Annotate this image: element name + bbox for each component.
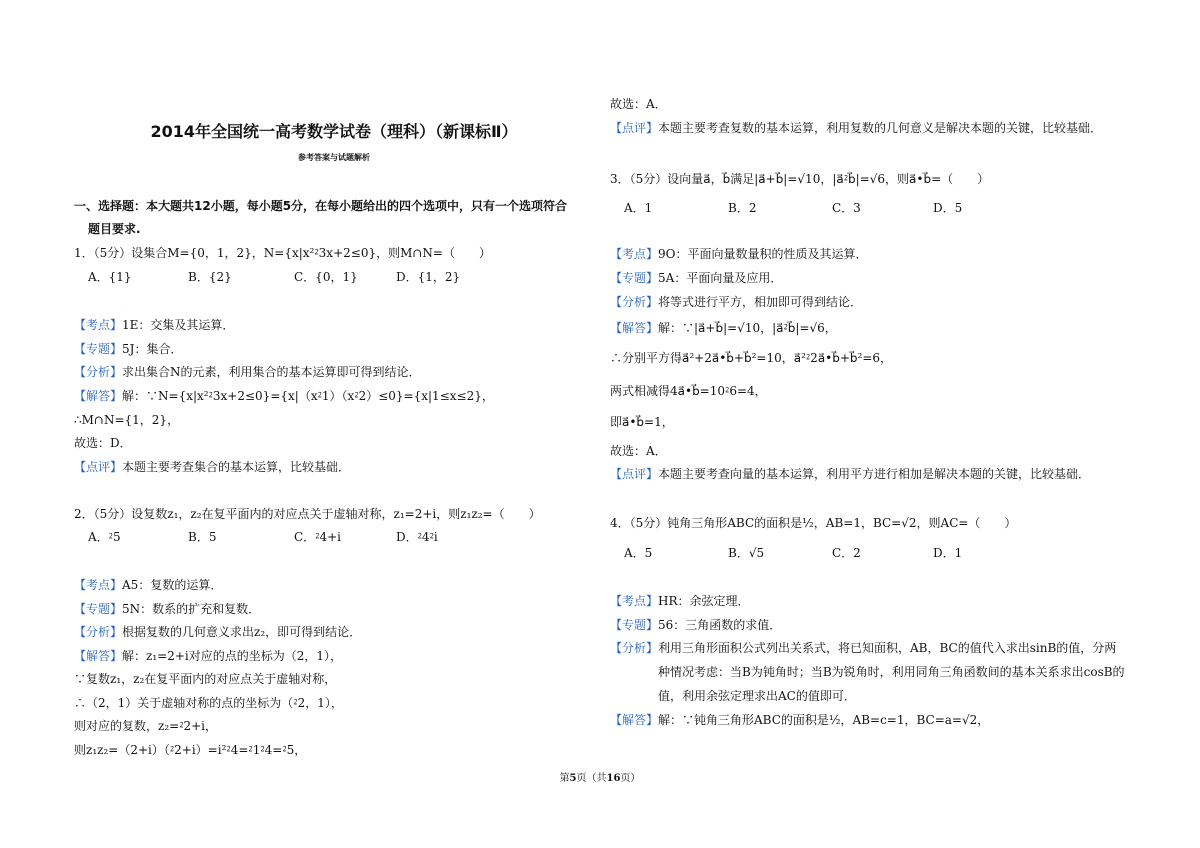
q2-option-c: C．⁲4+i xyxy=(294,530,342,544)
q4-fenxi-line2: 种情况考虑：当B为钝角时；当B为锐角时，利用同角三角函数间的基本关系求出cosB的 xyxy=(658,665,1125,679)
section-heading: 一、选择题：本大题共12小题，每小题5分，在每小题给出的四个选项中，只有一个选项符合 xyxy=(74,199,568,213)
q4-jieda-text: 解：∵钝角三角形ABC的面积是½，AB=c=1，BC=a=√2， xyxy=(658,713,990,727)
q1-jieda xyxy=(74,388,494,404)
q3-dianping-text: 本题主要考查向量的基本运算，利用平方进行相加是解决本题的关键，比较基础． xyxy=(658,467,1091,481)
kaodian-label: 【考点】 xyxy=(74,318,123,332)
kaodian-label: 【考点】 xyxy=(610,594,659,608)
jieda-label: 【解答】 xyxy=(610,713,659,727)
q3-line4: 即a⃗•b⃗=1， xyxy=(610,415,674,429)
q4-option-b: B．√5 xyxy=(728,546,765,560)
q3-fenxi-text: 将等式进行平方，相加即可得到结论． xyxy=(658,295,863,309)
zhuanti-label: 【专题】 xyxy=(610,618,659,632)
dianping-label: 【点评】 xyxy=(610,121,659,135)
q3-kaodian xyxy=(610,246,868,262)
q2-line2: ∵复数z₁，z₂在复平面内的对应点关于虚轴对称， xyxy=(74,672,337,686)
fenxi-label: 【分析】 xyxy=(610,641,659,655)
page-subtitle: 参考答案与试题解析 xyxy=(298,153,370,162)
q3-line5: 故选：A． xyxy=(610,444,667,458)
q2-zhuanti-text: 5N：数系的扩充和复数． xyxy=(122,602,261,616)
q4-fenxi-line3: 值，利用余弦定理求出AC的值即可． xyxy=(658,689,856,703)
q2-stem: 2．（5分）设复数z₁，z₂在复平面内的对应点关于虚轴对称，z₁=2+i，则z₁z₂=（ ） xyxy=(74,507,541,521)
q3-zhuanti xyxy=(610,270,782,286)
kaodian-label: 【考点】 xyxy=(610,247,659,261)
zhuanti-label: 【专题】 xyxy=(74,602,123,616)
q3-line3: 两式相减得4a⃗•b⃗=10⁲6=4， xyxy=(610,384,767,398)
q2-option-d: D．⁲4⁲i xyxy=(396,530,438,544)
q2-line4: 则对应的复数，z₂=⁲2+i， xyxy=(74,719,218,733)
jieda-label: 【解答】 xyxy=(74,389,123,403)
q4-zhuanti-text: 56：三角函数的求值． xyxy=(658,618,782,632)
q1-dianping xyxy=(74,459,350,475)
q2-line3: ∴（2，1）关于虚轴对称的点的坐标为（⁲2，1）， xyxy=(74,696,343,710)
q1-option-b: B．{2} xyxy=(188,270,232,284)
dianping-label: 【点评】 xyxy=(610,467,659,481)
q1-kaodian-text: 1E：交集及其运算． xyxy=(122,318,235,332)
jieda-label: 【解答】 xyxy=(74,649,123,663)
q3-fenxi xyxy=(610,294,862,310)
q3-option-c: C．3 xyxy=(832,201,861,215)
q2-fenxi xyxy=(74,624,361,640)
q2-answer: 故选：A． xyxy=(610,97,667,111)
q2-dianping xyxy=(610,120,1102,136)
page-title: 2014年全国统一高考数学试卷（理科）（新课标Ⅱ） xyxy=(150,122,518,141)
q1-kaodian xyxy=(74,317,234,333)
q1-fenxi xyxy=(74,364,421,380)
fenxi-label: 【分析】 xyxy=(74,625,123,639)
q1-option-c: C．{0，1} xyxy=(294,270,358,284)
dianping-label: 【点评】 xyxy=(74,460,123,474)
q2-fenxi-text: 根据复数的几何意义求出z₂，即可得到结论． xyxy=(122,625,362,639)
q3-stem: 3．（5分）设向量a⃗，b⃗满足|a⃗+b⃗|=√10，|a⃗⁲b⃗|=√6，则a⃗•b⃗=（ ） xyxy=(610,172,990,186)
q2-kaodian xyxy=(74,577,222,593)
q1-dianping-text: 本题主要考查集合的基本运算，比较基础． xyxy=(122,460,351,474)
footer-middle: 页（共 xyxy=(576,773,607,784)
q3-option-d: D．5 xyxy=(933,201,963,215)
q2-kaodian-text: A5：复数的运算． xyxy=(122,578,223,592)
q4-option-a: A．5 xyxy=(624,546,653,560)
q3-option-a: A．1 xyxy=(624,201,653,215)
q1-jieda-text: 解：∵N={x|x²⁲3x+2≤0}={x|（x⁲1）（x⁲2）≤0}={x|1≤x≤2}， xyxy=(122,389,494,403)
q3-dianping xyxy=(610,466,1090,482)
q3-line2: ∴分别平方得a⃗²+2a⃗•b⃗+b⃗²=10，a⃗²⁲2a⃗•b⃗+b⃗²=6， xyxy=(610,351,893,365)
q2-zhuanti xyxy=(74,601,260,617)
q4-kaodian xyxy=(610,593,750,609)
q2-jieda-text: 解：z₁=2+i对应的点的坐标为（2，1）， xyxy=(122,649,343,663)
zhuanti-label: 【专题】 xyxy=(74,342,123,356)
q4-kaodian-text: HR：余弦定理． xyxy=(658,594,750,608)
q1-zhuanti-text: 5J：集合． xyxy=(122,342,183,356)
q1-line3: 故选：D． xyxy=(74,436,132,450)
q2-line5: 则z₁z₂=（2+i）（⁲2+i）=i²⁲4=⁲1⁲4=⁲5， xyxy=(74,743,307,757)
q1-line2: ∴M∩N={1，2}， xyxy=(74,413,180,427)
kaodian-label: 【考点】 xyxy=(74,578,123,592)
fenxi-label: 【分析】 xyxy=(74,365,123,379)
footer-suffix: 页） xyxy=(620,773,641,784)
footer-total-pages: 16 xyxy=(606,773,621,784)
q4-option-d: D．1 xyxy=(933,546,963,560)
footer-prefix: 第 xyxy=(559,773,570,784)
q1-stem: 1．（5分）设集合M={0，1，2}，N={x|x²⁲3x+2≤0}，则M∩N=（ ） xyxy=(74,246,491,260)
q4-option-c: C．2 xyxy=(832,546,861,560)
jieda-label: 【解答】 xyxy=(610,321,659,335)
q4-jieda xyxy=(610,712,989,728)
q3-jieda xyxy=(610,320,837,336)
q4-zhuanti xyxy=(610,617,781,633)
section-heading-cont: 题目要求. xyxy=(88,222,141,236)
q3-option-b: B．2 xyxy=(728,201,757,215)
q3-zhuanti-text: 5A：平面向量及应用． xyxy=(658,271,783,285)
q1-zhuanti xyxy=(74,341,182,357)
page-footer xyxy=(0,773,1200,785)
footer-page-number: 5 xyxy=(569,773,577,784)
q2-dianping-text: 本题主要考查复数的基本运算，利用复数的几何意义是解决本题的关键，比较基础． xyxy=(658,121,1103,135)
q2-option-a: A．⁲5 xyxy=(88,530,121,544)
q3-kaodian-text: 9O：平面向量数量积的性质及其运算． xyxy=(658,247,868,261)
q1-option-d: D．{1，2} xyxy=(396,270,461,284)
q4-stem: 4．（5分）钝角三角形ABC的面积是½，AB=1，BC=√2，则AC=（ ） xyxy=(610,516,1017,530)
q4-fenxi-text: 利用三角形面积公式列出关系式，将已知面积，AB，BC的值代入求出sinB的值，分两 xyxy=(658,641,1117,655)
q3-jieda-text: 解：∵|a⃗+b⃗|=√10，|a⃗⁲b⃗|=√6， xyxy=(658,321,837,335)
q2-jieda xyxy=(74,648,342,664)
q4-fenxi xyxy=(610,640,1116,656)
q1-fenxi-text: 求出集合N的元素，利用集合的基本运算即可得到结论． xyxy=(122,365,421,379)
q2-option-b: B．5 xyxy=(188,530,217,544)
zhuanti-label: 【专题】 xyxy=(610,271,659,285)
fenxi-label: 【分析】 xyxy=(610,295,659,309)
q1-option-a: A．{1} xyxy=(88,270,132,284)
